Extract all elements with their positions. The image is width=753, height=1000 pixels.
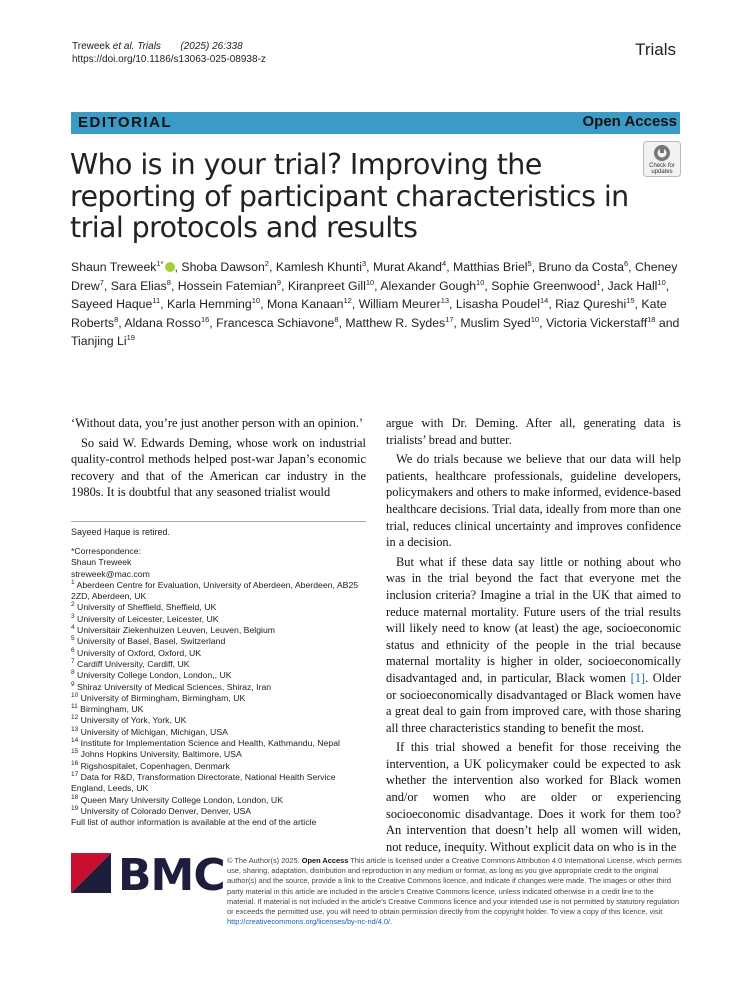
author-affiliation-marker: 11 bbox=[152, 296, 161, 306]
author-affiliation-marker: 6 bbox=[624, 258, 629, 268]
affiliation-number: 16 bbox=[71, 759, 79, 767]
author-name: Cheney Drew$^7$ bbox=[71, 260, 678, 293]
body-paragraph: We do trials because we believe that our data will help patients, healthcare professionals, guideline developers, policymakers and others to make informed, evidence-based healthcare decisions. Trial data, ideally from more than one trial, reduces clinical uncertainty and improves confidence in a decision. bbox=[386, 452, 681, 550]
quote-paragraph: ‘Without data, you’re just another person with an opinion.’ bbox=[71, 416, 363, 430]
author-affiliation-marker: 9 bbox=[276, 277, 282, 287]
article-title: Who is in your trial? Improving the reporting of participant characteristics in trial protocols and results bbox=[70, 148, 629, 244]
affiliation-number: 14 bbox=[71, 737, 79, 745]
check-badge-line2: updates bbox=[651, 169, 673, 175]
author-name: Murat Akand$^4$ bbox=[372, 258, 447, 274]
author-name: William Meurer$^{13}$ bbox=[358, 296, 450, 312]
author-affiliation-marker: 14 bbox=[539, 296, 549, 306]
affiliation-item: $^{12}$ University of York, York, UK bbox=[71, 714, 187, 726]
author-affiliation-marker: 4 bbox=[442, 258, 447, 268]
author-affiliation-marker: 8 bbox=[114, 314, 119, 324]
affiliation-item: $^3$ University of Leicester, Leicester, UK bbox=[71, 612, 219, 624]
author-affiliation-marker: 5 bbox=[527, 258, 532, 268]
paragraph-text: But what if these data say little or nothing about who was in the trial beyond the fact that everyone met the inclusion criteria? Imagine a trial in the UK that aimed to reduce maternal mortality. Future users of the trial results will likely need to know (at least) the age, socioeconomic status and ethnicity of the people in the trial because maternal mortality is higher in older, socioeconomically disadvantaged and, in particular, Black women bbox=[386, 554, 681, 685]
citation-author: Treweek bbox=[72, 41, 110, 52]
affiliation-item: $^{18}$ Queen Mary University College London, London, UK bbox=[71, 793, 283, 805]
open-access-text: Open Access bbox=[301, 856, 349, 865]
author-affiliation-marker: 10 bbox=[365, 277, 375, 287]
open-access-label: Open Access bbox=[582, 113, 677, 130]
author-affiliation-marker: 16 bbox=[200, 314, 210, 324]
author-affiliation-marker: 17 bbox=[445, 314, 454, 324]
author-name: Kate Roberts$^8$ bbox=[71, 297, 667, 330]
affiliation-item: $^{16}$ Rigshospitalet, Copenhagen, Denmark bbox=[71, 759, 230, 771]
bmc-logo-text: BMC bbox=[118, 850, 225, 901]
affiliation-item: $^2$ University of Sheffield, Sheffield, UK bbox=[71, 601, 217, 613]
license-link[interactable]: http://creativecommons.org/licenses/by-nc-nd/4.0/ bbox=[227, 917, 391, 927]
article-type-label: EDITORIAL bbox=[78, 114, 173, 131]
affiliation-item: $^5$ University of Basel, Basel, Switzerland bbox=[71, 635, 226, 647]
author-affiliation-marker: 2 bbox=[264, 258, 269, 268]
affiliation-item: $^7$ Cardiff University, Cardiff, UK bbox=[71, 658, 190, 669]
affiliation-item: $^{11}$ Birmingham, UK bbox=[71, 703, 144, 715]
retired-note: Sayeed Haque is retired. bbox=[71, 527, 171, 537]
author-affiliation-marker: 18 bbox=[647, 314, 656, 324]
author-affiliation-marker: 10 bbox=[530, 314, 540, 324]
orcid-icon[interactable] bbox=[165, 262, 175, 272]
author-name: Sophie Greenwood$^1$ bbox=[491, 277, 601, 293]
citation-etal: et al. bbox=[112, 41, 135, 52]
affiliation-number: 18 bbox=[71, 793, 79, 801]
affiliation-number: 8 bbox=[71, 669, 75, 677]
footnote-divider bbox=[71, 521, 366, 522]
affiliation-number: 7 bbox=[71, 658, 75, 666]
author-affiliation-marker: 19 bbox=[126, 333, 135, 343]
license-statement bbox=[227, 856, 682, 927]
author-name: Lisasha Poudel$^{14}$ bbox=[455, 296, 549, 312]
body-paragraph: So said W. Edwards Deming, whose work on industrial quality-control methods helped post-war Japan’s economic recovery and that of the American car industry in the 1980s. It is doubtful that any seasoned trialist would bbox=[71, 435, 366, 500]
affiliation-number: 6 bbox=[71, 646, 75, 654]
paragraph-text: . Older or socioeconomically disadvantaged or Black women have a great deal to gain from improved care, with those sharing all three characteristics standing to benefit the most. bbox=[386, 670, 681, 735]
author-affiliation-marker: 1 bbox=[596, 277, 601, 287]
author-affiliation-marker: 3 bbox=[361, 258, 367, 268]
author-name: Hossein Fatemian$^9$ bbox=[177, 277, 282, 293]
body-paragraph: argue with Dr. Deming. After all, generating data is trialists’ bread and butter. bbox=[386, 416, 681, 447]
affiliation-item: $^{17}$ Data for R&D, Transformation Directorate, National Health Service England, Leeds, UK bbox=[71, 771, 336, 794]
author-affiliation-marker: 8 bbox=[166, 277, 171, 287]
author-name: Alexander Gough$^{10}$ bbox=[380, 277, 485, 293]
author-affiliation-marker: 12 bbox=[343, 296, 352, 306]
author-name: Bruno da Costa$^6$ bbox=[538, 258, 629, 274]
affiliation-number: 19 bbox=[71, 804, 79, 812]
copyright-text: © The Author(s) 2025. bbox=[227, 856, 300, 865]
citation-header bbox=[72, 40, 266, 66]
license-end: . bbox=[390, 917, 393, 927]
author-affiliation-marker: 7 bbox=[99, 277, 104, 287]
affiliation-number: 2 bbox=[71, 601, 75, 609]
affiliation-item: $^{10}$ University of Birmingham, Birmingham, UK bbox=[71, 691, 246, 703]
author-affiliation-marker: 8 bbox=[334, 314, 339, 324]
correspondence-email[interactable]: streweek@mac.com bbox=[71, 568, 150, 579]
affiliation-item: $^{13}$ University of Michigan, Michigan, USA bbox=[71, 725, 228, 737]
doi-link[interactable]: https://doi.org/10.1186/s13063-025-08938-z bbox=[72, 54, 266, 65]
author-affiliation-marker: 10 bbox=[657, 277, 666, 287]
author-affiliation-marker: 1* bbox=[156, 258, 164, 268]
affiliation-item: $^1$ Aberdeen Centre for Evaluation, University of Aberdeen, Aberdeen, AB25 2ZD, Aberdeen, UK bbox=[71, 579, 359, 602]
bmc-logo-icon bbox=[71, 853, 111, 893]
author-name: Sayeed Haque$^{11}$ bbox=[71, 296, 161, 312]
affiliation-number: 9 bbox=[71, 680, 75, 688]
citation-year-vol: (2025) 26:338 bbox=[180, 41, 243, 52]
author-name: Aldana Rosso$^{16}$ bbox=[124, 314, 210, 330]
affiliation-item: $^{19}$ University of Colorado Denver, Denver, USA bbox=[71, 804, 252, 816]
author-list: Shaun Treweek$^{1*}$ , Shoba Dawson$^2$, Kamlesh Khunti$^3$, Murat Akand$^4$, Matthias Briel$^5$, Bruno da Costa$^6$, Cheney Drew$^7$, Sara Elias$^8$, Hossein Fatemian$^9$, Kiranpreet Gill$^{10}$, Alexander Gough$^{10}$, Sophie Greenwood$^1$, Jack Hall$^{10}$, Sayeed Haque$^{11}$, Karla Hemming$^{10}$, Mona Kanaan$^{12}$, William Meurer$^{13}$, Lisasha Poudel$^{14}$, Riaz Qureshi$^{15}$, Kate Roberts$^8$, Aldana Rosso$^{16}$, Francesca Schiavone$^8$, Matthew R. Sydes$^{17}$, Muslim Syed$^{10}$, Victoria Vickerstaff$^{18}$ and Tianjing Li$^{19}$ bbox=[71, 258, 680, 349]
affiliation-number: 15 bbox=[71, 748, 79, 756]
author-name: Kiranpreet Gill$^{10}$ bbox=[287, 277, 375, 293]
author-name: Jack Hall$^{10}$ bbox=[607, 277, 666, 293]
left-column-text bbox=[71, 415, 366, 501]
author-affiliation-marker: 10 bbox=[251, 296, 261, 306]
affiliation-list bbox=[71, 580, 371, 817]
full-list-note: Full list of author information is available at the end of the article bbox=[71, 817, 317, 828]
author-name: Victoria Vickerstaff$^{18}$ bbox=[545, 314, 656, 330]
right-column-text bbox=[386, 415, 681, 855]
author-name: Mona Kanaan$^{12}$ bbox=[266, 296, 352, 312]
author-name: Shoba Dawson$^2$ bbox=[181, 258, 269, 274]
affiliation-number: 13 bbox=[71, 725, 79, 733]
affiliation-number: 1 bbox=[71, 579, 75, 586]
body-paragraph: If this trial showed a benefit for those receiving the intervention, a UK policymaker could be expected to ask whether the intervention also worked for Black women and/or women who are older or experiencing socioeconomic disadvantage. Does it work for them too? An intervention that doesn’t help all women will widen, not reduce, inequity. Without explicit data on who is in the bbox=[386, 740, 681, 854]
author-affiliation-marker: 13 bbox=[440, 296, 450, 306]
affiliation-number: 10 bbox=[71, 691, 79, 699]
affiliation-notes bbox=[71, 546, 371, 828]
author-name: Kamlesh Khunti$^3$ bbox=[275, 258, 367, 274]
author-name: Shaun Treweek$^{1*}$ bbox=[71, 260, 175, 274]
author-name: Francesca Schiavone$^8$ bbox=[216, 314, 339, 330]
author-affiliation-marker: 15 bbox=[626, 296, 635, 306]
author-affiliation-marker: 10 bbox=[476, 277, 485, 287]
license-text: This article is licensed under a Creative Commons Attribution 4.0 International License, which permits use, sharing, adaptation, distribution and reproduction in any medium or format, as long as you give appropriate credit to the original author(s) and the source, provide a link to the Creative Commons licence, and indicate if changes were made. The images or other third party material in this article are included in the article’s Creative Commons licence, unless indicated otherwise in a credit line to the material. If material is not included in the article’s Creative Commons licence and your intended use is not permitted by statutory regulation or exceeds the permitted use, you will need to obtain permission directly from the copyright holder. To view a copy of this licence, visit bbox=[227, 856, 682, 917]
affiliation-item: $^9$ Shiraz University of Medical Sciences, Shiraz, Iran bbox=[71, 680, 272, 692]
author-name: Muslim Syed$^{10}$ bbox=[460, 314, 540, 330]
journal-name: Trials bbox=[635, 40, 676, 59]
body-paragraph bbox=[386, 554, 681, 737]
author-name: Matthias Briel$^5$ bbox=[453, 258, 532, 274]
check-for-updates-icon[interactable] bbox=[643, 141, 681, 177]
affiliation-item: $^4$ Universitair Ziekenhuizen Leuven, Leuven, Belgium bbox=[71, 624, 276, 636]
correspondence-label: *Correspondence: bbox=[71, 546, 142, 556]
reference-link[interactable]: [1] bbox=[630, 670, 646, 685]
author-name: Riaz Qureshi$^{15}$ bbox=[555, 296, 635, 312]
check-badge-line1: Check for bbox=[649, 163, 675, 169]
affiliation-number: 5 bbox=[71, 635, 75, 643]
affiliation-number: 3 bbox=[71, 612, 75, 620]
author-name: Karla Hemming$^{10}$ bbox=[167, 296, 261, 312]
affiliation-item: $^6$ University of Oxford, Oxford, UK bbox=[71, 646, 202, 658]
author-name: Matthew R. Sydes$^{17}$ bbox=[345, 314, 454, 330]
affiliation-number: 17 bbox=[71, 771, 79, 779]
affiliation-item: $^8$ University College London, London,, UK bbox=[71, 669, 232, 681]
affiliation-item: $^{14}$ Institute for Implementation Science and Health, Kathmandu, Nepal bbox=[71, 737, 340, 749]
affiliation-number: 11 bbox=[71, 703, 78, 711]
author-name: Tianjing Li$^{19}$ bbox=[71, 333, 135, 349]
affiliation-item: $^{15}$ Johns Hopkins University, Baltimore, USA bbox=[71, 748, 242, 760]
correspondence-name: Shaun Treweek bbox=[71, 557, 132, 568]
author-name: Sara Elias$^8$ bbox=[110, 277, 171, 293]
citation-journal: Trials bbox=[137, 41, 161, 52]
affiliation-number: 4 bbox=[71, 624, 75, 632]
affiliation-number: 12 bbox=[71, 714, 79, 722]
